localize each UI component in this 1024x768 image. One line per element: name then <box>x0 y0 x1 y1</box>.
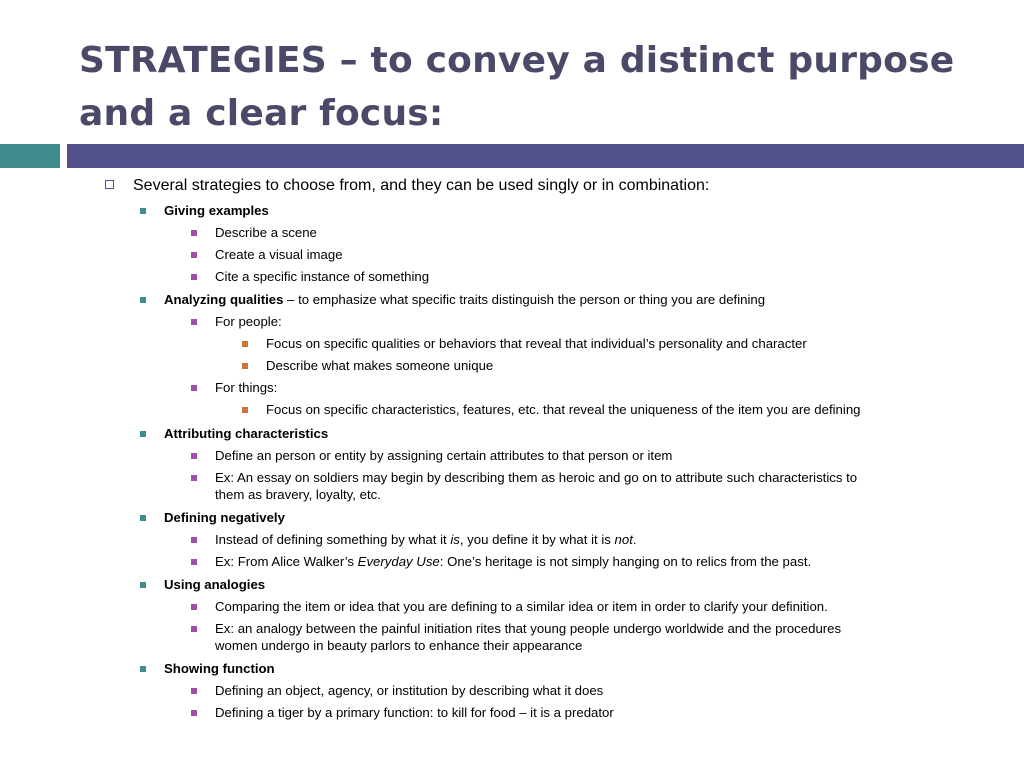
teal-square-bullet-icon <box>140 515 146 521</box>
list-item: Cite a specific instance of something <box>215 269 430 284</box>
list-item: Ex: From Alice Walker’s Everyday Use: One’s heritage is not simply hanging on to relics from the past. <box>215 554 812 569</box>
purple-square-bullet-icon <box>191 537 197 543</box>
list-item: For things: <box>215 380 278 395</box>
purple-square-bullet-icon <box>191 475 197 481</box>
list-item: Focus on specific qualities or behaviors that reveal that individual’s personality and character <box>266 336 807 351</box>
list-item: Describe a scene <box>215 225 317 240</box>
list-item: Describe what makes someone unique <box>266 358 494 373</box>
list-item: Focus on specific characteristics, features, etc. that reveal the uniqueness of the item you are defining <box>266 402 861 417</box>
purple-square-bullet-icon <box>191 626 197 632</box>
list-item: For people: <box>215 314 282 329</box>
intro-text: Several strategies to choose from, and they can be used singly or in combination: <box>133 177 710 194</box>
list-item: Ex: An essay on soldiers may begin by describing them as heroic and go on to attribute such characteristics to <box>215 470 858 485</box>
purple-square-bullet-icon <box>191 274 197 280</box>
heading-defining-negatively: Defining negatively <box>164 510 285 525</box>
teal-square-bullet-icon <box>140 582 146 588</box>
purple-square-bullet-icon <box>191 688 197 694</box>
slide-title: STRATEGIES – to convey a distinct purpose and a clear focus: <box>79 40 955 134</box>
list-item: Ex: an analogy between the painful initiation rites that young people undergo worldwide and the procedures <box>215 621 842 636</box>
heading-using-analogies: Using analogies <box>164 577 266 592</box>
list-item-continuation: them as bravery, loyalty, etc. <box>215 487 381 502</box>
teal-square-bullet-icon <box>140 297 146 303</box>
heading-attributing: Attributing characteristics <box>164 426 329 441</box>
orange-square-bullet-icon <box>242 341 248 347</box>
list-item: Defining an object, agency, or institution by describing what it does <box>215 683 604 698</box>
square-outline-bullet-icon <box>105 180 114 189</box>
list-item: Instead of defining something by what it is, you define it by what it is not. <box>215 532 637 547</box>
orange-square-bullet-icon <box>242 363 248 369</box>
purple-square-bullet-icon <box>191 385 197 391</box>
teal-square-bullet-icon <box>140 666 146 672</box>
purple-square-bullet-icon <box>191 604 197 610</box>
purple-square-bullet-icon <box>191 252 197 258</box>
accent-band-teal <box>0 144 60 168</box>
teal-square-bullet-icon <box>140 208 146 214</box>
list-item: Comparing the item or idea that you are defining to a similar idea or item in order to clarify your definition. <box>215 599 828 614</box>
purple-square-bullet-icon <box>191 319 197 325</box>
heading-showing-function: Showing function <box>164 661 275 676</box>
purple-square-bullet-icon <box>191 230 197 236</box>
list-item-continuation: women undergo in beauty parlors to enhance their appearance <box>215 638 583 653</box>
list-item: Create a visual image <box>215 247 343 262</box>
heading-analyzing-qualities: Analyzing qualities – to emphasize what specific traits distinguish the person or thing you are defining <box>164 292 766 307</box>
orange-square-bullet-icon <box>242 407 248 413</box>
purple-square-bullet-icon <box>191 559 197 565</box>
purple-square-bullet-icon <box>191 453 197 459</box>
list-item: Define an person or entity by assigning certain attributes to that person or item <box>215 448 673 463</box>
list-item: Defining a tiger by a primary function: to kill for food – it is a predator <box>215 705 614 720</box>
purple-square-bullet-icon <box>191 710 197 716</box>
accent-band-purple <box>67 144 1024 168</box>
teal-square-bullet-icon <box>140 431 146 437</box>
heading-giving-examples: Giving examples <box>164 203 269 218</box>
